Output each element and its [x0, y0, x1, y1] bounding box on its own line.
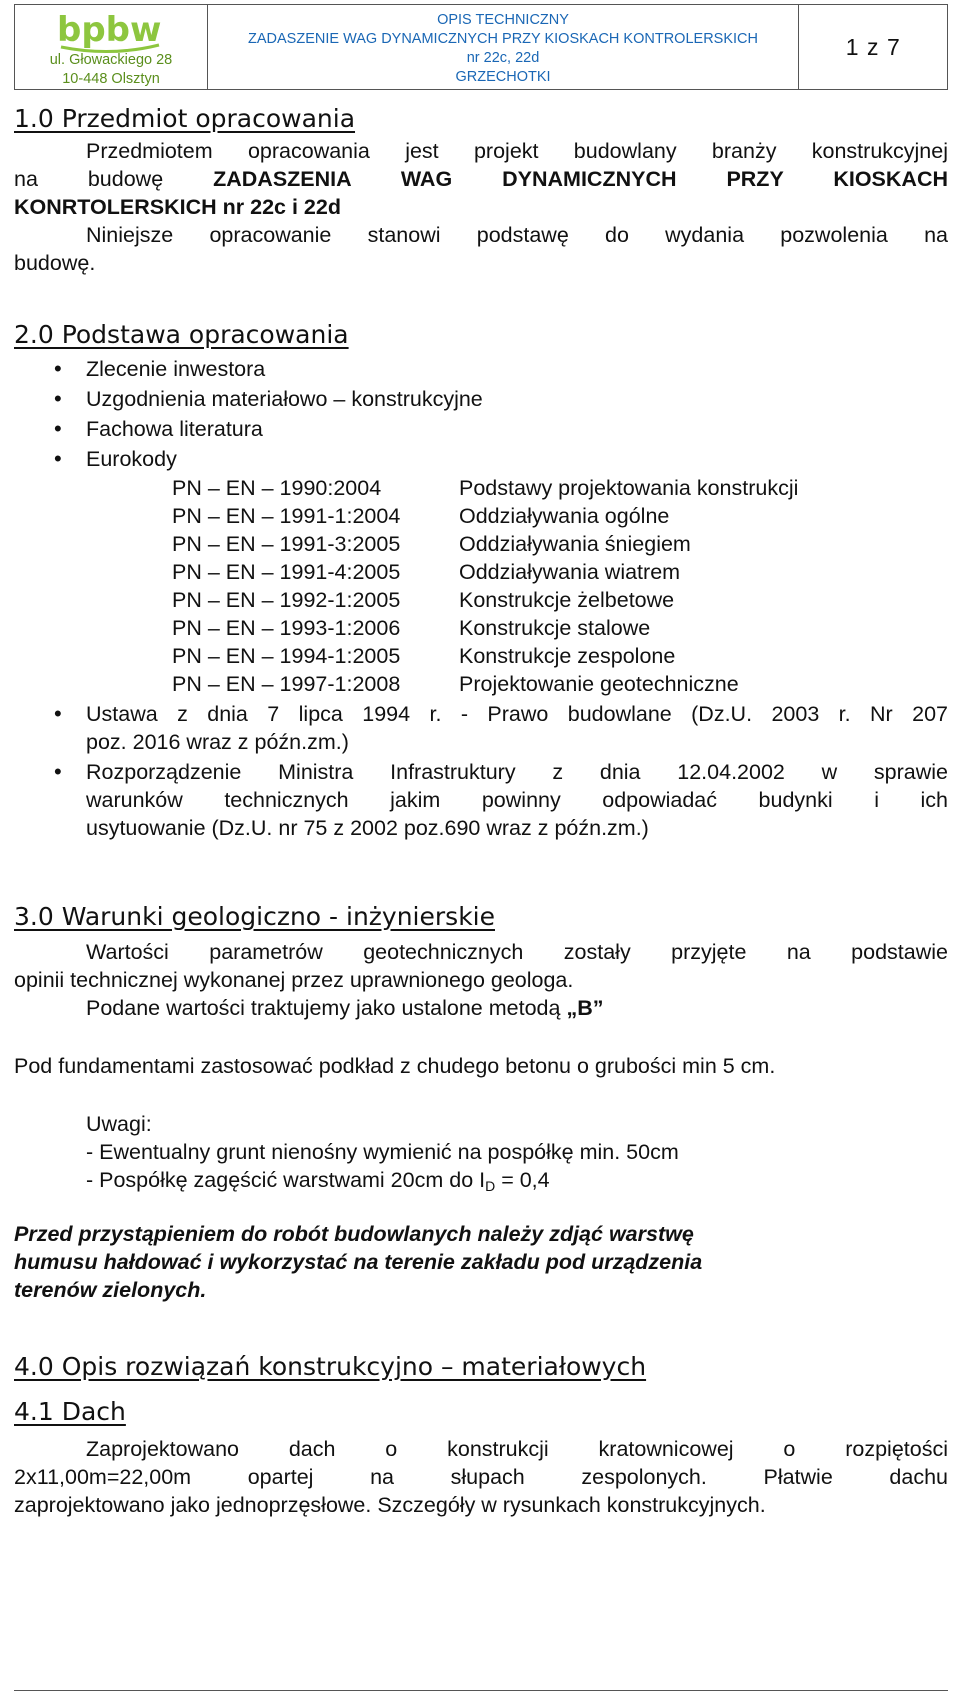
s3-line3: Podane wartości traktujemy jako ustalone metodą „B” — [86, 996, 604, 1020]
standard-code: PN – EN – 1991-1:2004 — [172, 504, 401, 528]
doc-subject: ZADASZENIE WAG DYNAMICZNYCH PRZY KIOSKACH KONTROLERSKICH — [248, 31, 758, 47]
page-header — [14, 4, 948, 90]
section-2-title: 2.0 Podstawa opracowania — [14, 320, 349, 349]
bullet-icon: • — [54, 446, 62, 471]
ustawa-line2: poz. 2016 wraz z późn.zm.) — [86, 730, 349, 754]
section-4-title: 4.0 Opis rozwiązań konstrukcyjno – materiałowych — [14, 1352, 647, 1381]
bullet-icon: • — [54, 356, 62, 381]
company-logo — [55, 9, 167, 55]
standard-desc: Konstrukcje żelbetowe — [459, 588, 675, 612]
standard-desc: Konstrukcje stalowe — [459, 616, 651, 640]
standard-desc: Konstrukcje zespolone — [459, 644, 676, 668]
address-city: 10-448 Olsztyn — [62, 71, 160, 87]
document-page — [14, 4, 949, 1517]
page-number: 1 — [845, 33, 859, 60]
warning-line2: humusu hałdować i wykorzystać na terenie zakładu pod urządzenia — [14, 1250, 703, 1274]
page-total: 7 — [887, 33, 901, 60]
page-separator: z — [867, 33, 879, 60]
rozp-line3: usytuowanie (Dz.U. nr 75 z 2002 poz.690 wraz z późn.zm.) — [86, 816, 649, 840]
basis-item: Fachowa literatura — [86, 417, 263, 441]
svg-text:bpbw: bpbw — [57, 10, 162, 50]
address-street: ul. Głowackiego 28 — [49, 52, 173, 68]
s3-line2: opinii technicznej wykonanej przez uprawnionego geologa. — [14, 968, 574, 992]
standard-code: PN – EN – 1994-1:2005 — [172, 644, 401, 668]
uwagi-item-2: - Pospółkę zagęścić warstwami 20cm do $I_D = 0,4$ — [86, 1168, 550, 1194]
standard-desc: Oddziaływania wiatrem — [459, 560, 681, 584]
basis-item: Uzgodnienia materiałowo – konstrukcyjne — [86, 387, 483, 411]
standard-code: PN – EN – 1990:2004 — [172, 476, 382, 500]
rozp-line2: warunków technicznych jakim powinny odpowiadać budynki i ich — [86, 788, 948, 812]
standard-desc: Oddziaływania ogólne — [459, 504, 670, 528]
s1-line2: na budowę ZADASZENIA WAG DYNAMICZNYCH PRZY KIOSKACH — [14, 167, 949, 191]
s1-line5: budowę. — [14, 251, 96, 275]
standard-code: PN – EN – 1993-1:2006 — [172, 616, 401, 640]
standard-code: PN – EN – 1991-3:2005 — [172, 532, 401, 556]
page-counter — [799, 5, 947, 89]
standard-desc: Oddziaływania śniegiem — [459, 532, 691, 556]
bullet-icon: • — [54, 416, 62, 441]
s4-line3: zaprojektowano jako jednoprzęsłowe. Szczegóły w rysunkach konstrukcyjnych. — [14, 1493, 766, 1517]
standard-desc: Projektowanie geotechniczne — [459, 672, 739, 696]
s4-line1: Zaprojektowano dach o konstrukcji kratownicowej o rozpiętości — [86, 1437, 948, 1461]
s1-line3: KONRTOLERSKICH nr 22c i 22d — [14, 195, 341, 219]
bullet-icon: • — [54, 759, 62, 784]
standard-code: PN – EN – 1991-4:2005 — [172, 560, 401, 584]
uwagi-item-1: - Ewentualny grunt nienośny wymienić na pospółkę min. 50cm — [86, 1140, 679, 1164]
s1-line4: Niniejsze opracowanie stanowi podstawę do wydania pozwolenia na — [86, 223, 948, 247]
bullet-icon: • — [54, 701, 62, 726]
s3-line1: Wartości parametrów geotechnicznych zostały przyjęte na podstawie — [86, 940, 948, 964]
doc-place: GRZECHOTKI — [455, 69, 551, 85]
basis-item: Zlecenie inwestora — [86, 357, 266, 381]
standard-code: PN – EN – 1992-1:2005 — [172, 588, 401, 612]
rozp-line1: Rozporządzenie Ministra Infrastruktury z dnia 12.04.2002 w sprawie — [86, 760, 948, 784]
company-block — [15, 5, 208, 89]
section-4-1-title: 4.1 Dach — [14, 1397, 126, 1426]
bullet-icon: • — [54, 386, 62, 411]
standard-desc: Podstawy projektowania konstrukcji — [459, 476, 799, 500]
basis-item: Eurokody — [86, 447, 177, 471]
doc-type: OPIS TECHNICZNY — [437, 12, 569, 28]
footer-rule — [14, 1690, 948, 1691]
warning-line3: terenów zielonych. — [14, 1278, 207, 1302]
section-1-title: 1.0 Przedmiot opracowania — [14, 104, 356, 133]
ustawa-line1: Ustawa z dnia 7 lipca 1994 r. - Prawo budowlane (Dz.U. 2003 r. Nr 207 — [86, 702, 948, 726]
doc-numbers: nr 22c, 22d — [466, 50, 540, 66]
s1-line1: Przedmiotem opracowania jest projekt budowlany branży konstrukcyjnej — [86, 139, 948, 163]
document-info — [208, 5, 799, 89]
section-3-title: 3.0 Warunki geologiczno - inżynierskie — [14, 902, 495, 931]
warning-line1: Przed przystąpieniem do robót budowlanych należy zdjąć warstwę — [14, 1222, 694, 1246]
standard-code: PN – EN – 1997-1:2008 — [172, 672, 401, 696]
s4-line2: 2x11,00m=22,00m opartej na słupach zespolonych. Płatwie dachu — [14, 1465, 948, 1489]
uwagi-label: Uwagi: — [86, 1112, 152, 1136]
s3-line4: Pod fundamentami zastosować podkład z chudego betonu o grubości min 5 cm. — [14, 1054, 776, 1078]
